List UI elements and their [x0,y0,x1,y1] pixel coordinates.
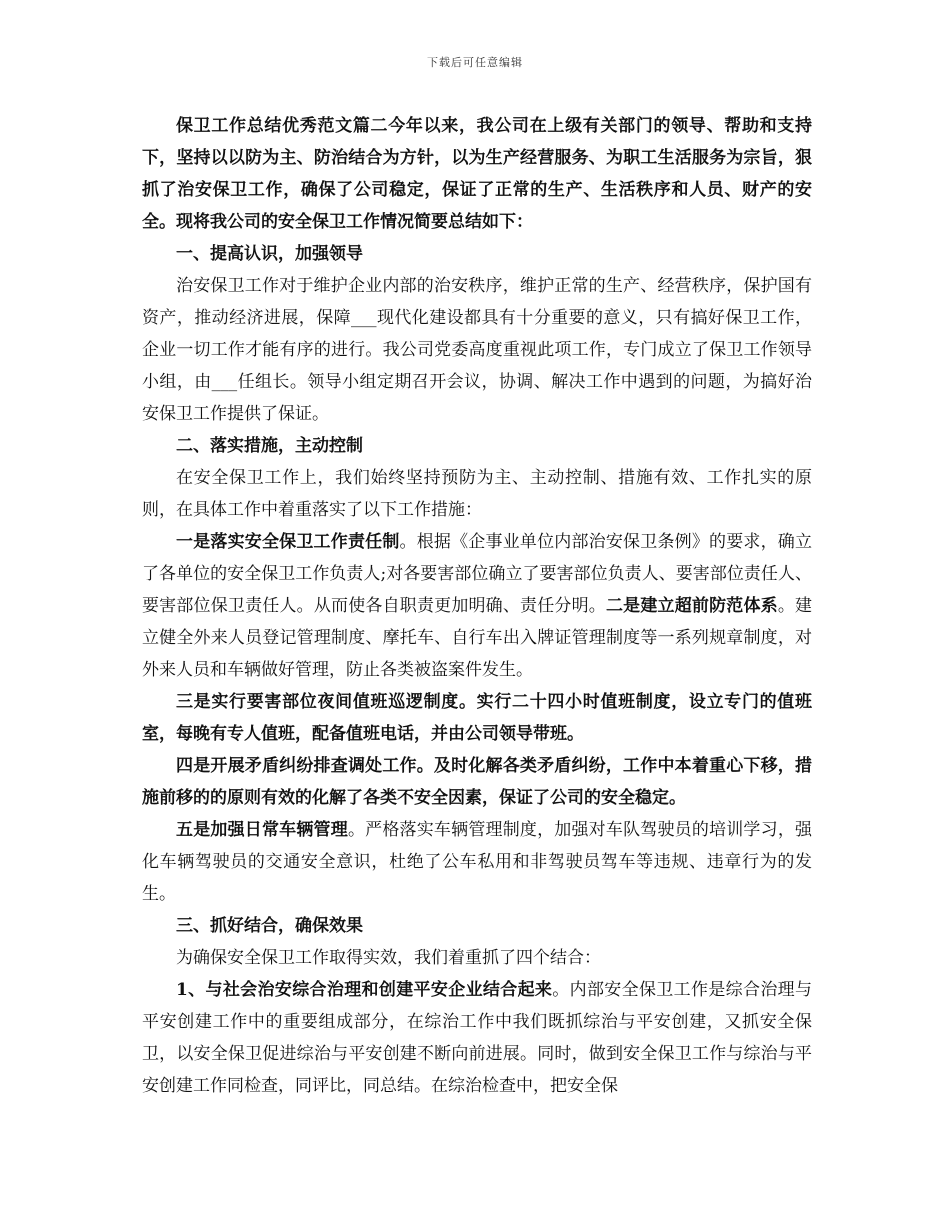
measure-2-lead: 二是建立超前防范体系 [605,596,778,616]
measure-paragraph-3: 三是实行要害部位夜间值班巡逻制度。实行二十四小时值班制度，设立专门的值班室，每晚有专人值班，配备值班电话，并由公司领导带班。 [142,692,812,744]
page-header: 下载后可任意编辑 [427,56,523,69]
section-heading-1: 一、提高认识，加强领导 [176,244,363,264]
measure-paragraph-4: 四是开展矛盾纠纷排查调处工作。及时化解各类矛盾纠纷，工作中本着重心下移，措施前移的的原则有效的化解了各类不安全因素，保证了公司的安全稳定。 [142,756,812,808]
combination-1-text: 。内部安全保卫工作是综合治理与平安创建工作中的重要组成部分，在综治工作中我们既抓综治与平安创建，又抓安全保卫，以安全保卫促进综治与平安创建不断向前进展。同时，做到安全保卫工作与综治与平安创建工作同检查，同评比，同总结。在综治检查中，把安全保 [142,980,813,1096]
section-heading-2: 二、落实措施，主动控制 [176,436,363,456]
measure-5-lead: 五是加强日常车辆管理 [176,820,348,840]
combination-1-lead: 1、与社会治安综合治理和创建平安企业结合起来 [176,980,553,1000]
section-body-2: 在安全保卫工作上，我们始终坚持预防为主、主动控制、措施有效、工作扎实的原则，在具体工作中着重落实了以下工作措施： [142,468,812,520]
section-heading-3: 三、抓好结合，确保效果 [176,916,363,936]
measure-5-text: 。严格落实车辆管理制度，加强对车队驾驶员的培训学习，强化车辆驾驶员的交通安全意识，杜绝了公车私用和非驾驶员驾车等违规、违章行为的发生。 [142,820,813,904]
document-body [142,110,812,1102]
measure-1-lead: 一是落实安全保卫工作责任制 [176,532,400,552]
measure-paragraph-5 [142,814,812,910]
measure-2-text: 。建立健全外来人员登记管理制度、摩托车、自行车出入牌证管理制度等一系列规章制度，对外来人员和车辆做好管理，防止各类被盗案件发生。 [142,596,813,680]
combination-paragraph-1 [142,974,812,1102]
section-body-3: 为确保安全保卫工作取得实效，我们着重抓了四个结合： [176,948,601,968]
measure-1-text: 。根据《企事业单位内部治安保卫条例》的要求，确立了各单位的安全保卫工作负责人;对各要害部位确立了要害部位负责人、要害部位责任人、要害部位保卫责任人。从而使各自职责更加明确、责任分明。 [142,532,813,616]
section-body-1: 治安保卫工作对于维护企业内部的治安秩序，维护正常的生产、经营秩序，保护国有资产，推动经济进展，保障___现代化建设都具有十分重要的意义，只有搞好保卫工作，企业一切工作才能有序的进行。我公司党委高度重视此项工作，专门成立了保卫工作领导小组，由___任组长。领导小组定期召开会议，协调、解决工作中遇到的问题，为搞好治安保卫工作提供了保证。 [142,276,812,424]
measure-paragraph-1-2 [142,526,812,686]
intro-paragraph: 保卫工作总结优秀范文篇二今年以来，我公司在上级有关部门的领导、帮助和支持下，坚持以以防为主、防治结合为方针，以为生产经营服务、为职工生活服务为宗旨，狠抓了治安保卫工作，确保了公司稳定，保证了正常的生产、生活秩序和人员、财产的安全。现将我公司的安全保卫工作情况简要总结如下： [142,116,812,232]
